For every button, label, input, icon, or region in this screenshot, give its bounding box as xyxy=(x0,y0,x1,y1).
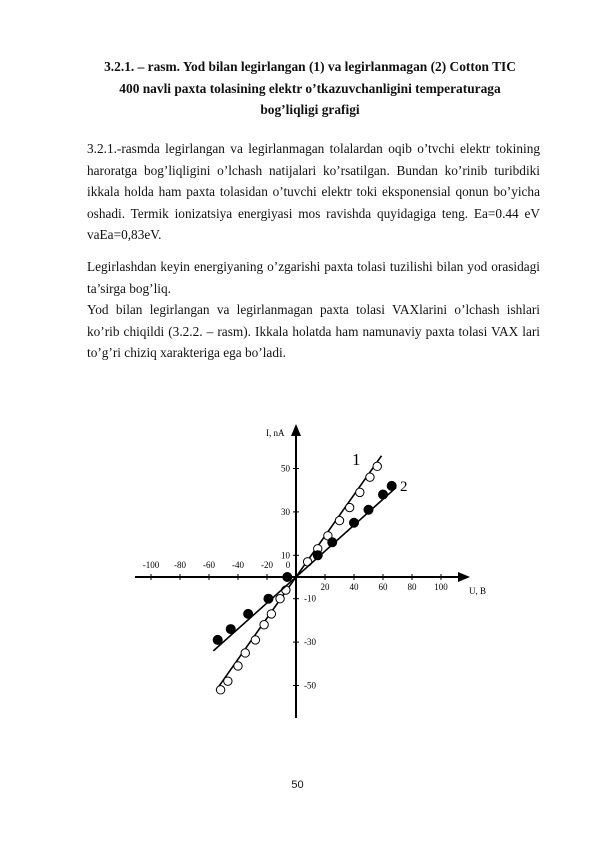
series-1-point xyxy=(251,636,259,644)
y-axis-label: I, nA xyxy=(266,428,285,438)
x-tick-label: -80 xyxy=(174,560,186,570)
paragraph-1: 3.2.1.-rasmda legirlangan va legirlanmagan tolalardan oqib o’tvchi elektr tokining haroratga bog’liqligini o’lchash natijalari ko’rsatilgan. Bundan ko’rinib turibdiki ikkala holda ham paxta tolasidan o’tuvchi elektr toki eksponensial qonun bo’yicha oshadi. Termik ionizatsiya energiyasi mos ravishda quyidagiga teng. Ea=0.44 eV vaEa=0,83eV. xyxy=(87,141,540,242)
series-1-point xyxy=(267,610,275,618)
series-1-point xyxy=(241,649,249,657)
y-tick-label: 30 xyxy=(281,506,290,517)
series-2-point xyxy=(364,505,373,514)
series-2-point xyxy=(264,594,273,603)
caption-line-1: 3.2.1. – rasm. Yod bilan legirlangan (1) va legirlanmagan (2) Cotton TIC xyxy=(104,59,516,74)
series-1-point xyxy=(216,686,224,694)
series-1-point xyxy=(224,677,232,685)
y-tick-label: -50 xyxy=(304,680,316,691)
x-tick-label: 20 xyxy=(320,582,330,592)
series-2-point xyxy=(379,490,388,499)
series-2-point xyxy=(226,625,235,634)
series-2-point xyxy=(244,609,253,618)
x-tick-label: 60 xyxy=(378,582,388,592)
series-1-point xyxy=(366,473,374,481)
x-tick-label: 80 xyxy=(407,582,417,592)
x-tick-label: -20 xyxy=(261,560,273,570)
x-tick-label: -60 xyxy=(203,560,215,570)
x-tick-label: 40 xyxy=(349,582,359,592)
x-axis-arrow xyxy=(458,572,470,582)
series-1-point xyxy=(335,516,343,524)
series-1-point xyxy=(356,488,364,496)
series-1-point xyxy=(234,662,242,670)
x-tick-label: 100 xyxy=(434,582,448,592)
x-axis-label: U, В xyxy=(469,586,487,596)
series-2-point xyxy=(350,518,359,527)
paragraph-2: Legirlashdan keyin energiyaning o’zgarishi paxta tolasi tuzilishi bilan yod orasidagi ta’sirga bog’liq. xyxy=(87,259,540,296)
series-2-point xyxy=(213,635,222,644)
paragraph-3: Yod bilan legirlangan va legirlanmagan paxta tolasi VAXlarini o’lchash ishlari ko’rib chiqildi (3.2.2. – rasm). Ikkala holatda ham namunaviy paxta tolasi VAX lari to’g’ri chiziq xarakteriga ega bo’ladi. xyxy=(87,302,540,360)
series-1-point xyxy=(373,462,381,470)
series-2-point xyxy=(328,538,337,547)
series-1-point xyxy=(345,503,353,511)
x-tick-label: -40 xyxy=(232,560,244,570)
y-tick-label: 50 xyxy=(281,463,290,474)
y-tick-label: -10 xyxy=(304,593,316,604)
y-axis-arrow xyxy=(291,424,301,436)
page-number: 50 xyxy=(291,779,304,791)
caption-line-3: bog’liqligi grafigi xyxy=(260,102,360,117)
x-tick-label: -100 xyxy=(142,560,160,570)
series-1-label: 1 xyxy=(352,450,361,469)
y-tick-label: -30 xyxy=(304,637,316,648)
caption-line-2: 400 navli paxta tolasining elektr o’tkazuvchanligini temperaturaga xyxy=(119,80,501,96)
series-1-point xyxy=(276,595,284,603)
series-2-point xyxy=(283,573,292,582)
series-1-point xyxy=(260,621,268,629)
y-tick-label: 10 xyxy=(281,550,290,561)
x-tick-label: 0 xyxy=(285,560,291,570)
series-2-point xyxy=(313,551,322,560)
series-2-label: 2 xyxy=(400,479,408,495)
series-2-point xyxy=(387,481,396,490)
